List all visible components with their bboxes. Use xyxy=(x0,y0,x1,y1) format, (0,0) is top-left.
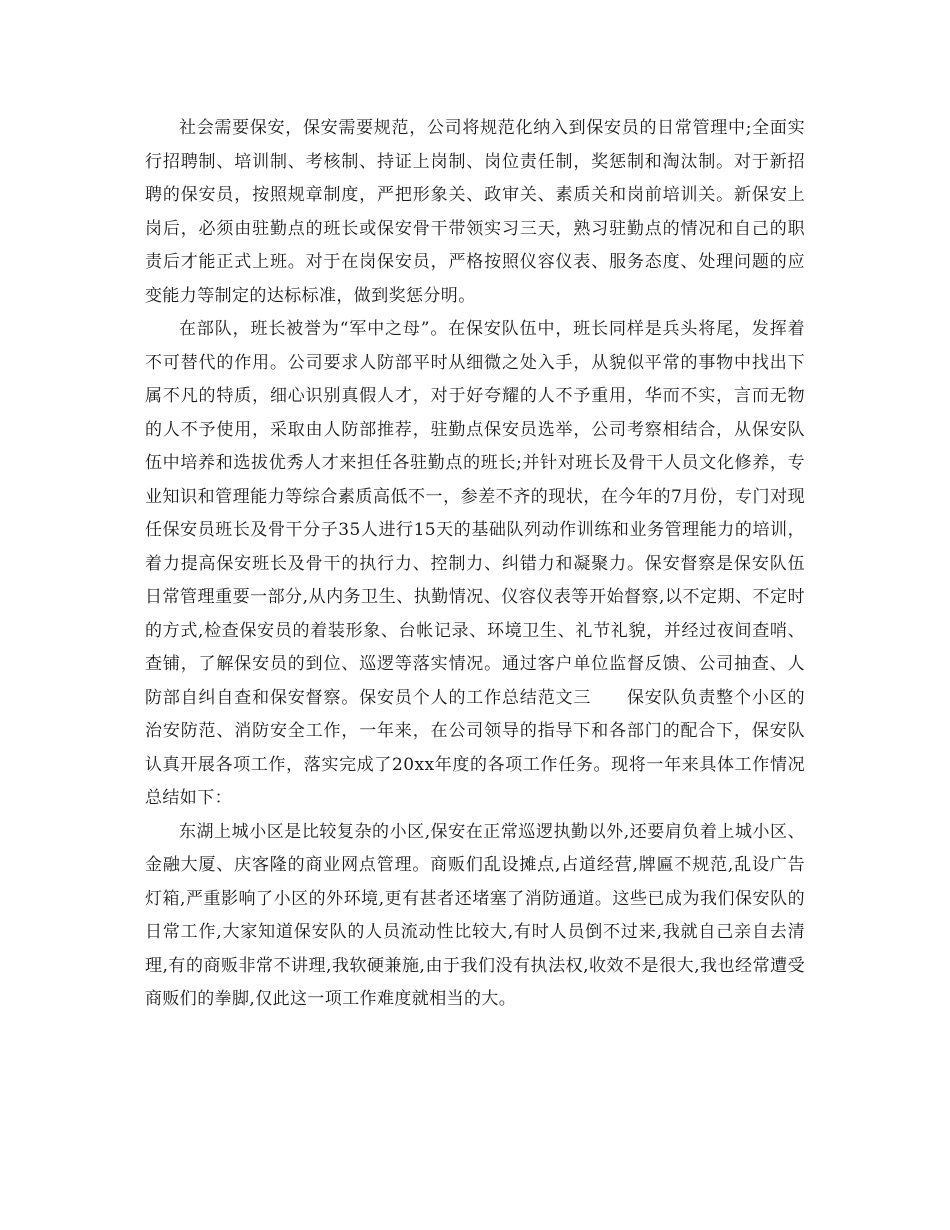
document-body xyxy=(145,112,805,1017)
paragraph-1: 社会需要保安，保安需要规范，公司将规范化纳入到保安员的日常管理中;全面实行招聘制、培训制、考核制、持证上岗制、岗位责任制，奖惩制和淘汰制。对于新招聘的保安员，按照规章制度，严把形象关、政审关、素质关和岗前培训关。新保安上岗后，必须由驻勤点的班长或保安骨干带领实习三天，熟习驻勤点的情况和自己的职责后才能正式上班。对于在岗保安员，严格按照仪容仪表、服务态度、处理问题的应变能力等制定的达标标准，做到奖惩分明。 xyxy=(145,118,805,306)
paragraph-3: 东湖上城小区是比较复杂的小区,保安在正常巡逻执勤以外,还要肩负着上城小区、金融大厦、庆客隆的商业网点管理。商贩们乱设摊点,占道经营,牌匾不规范,乱设广告灯箱,严重影响了小区的外环境,更有甚者还堵塞了消防通道。这些已成为我们保安队的日常工作,大家知道保安队的人员流动性比较大,有时人员倒不过来,我就自己亲自去清理,有的商贩非常不讲理,我软硬兼施,由于我们没有执法权,收效不是很大,我也经常遭受商贩们的拳脚,仅此这一项工作难度就相当的大。 xyxy=(145,821,805,1009)
paragraph-2: 在部队，班长被誉为“军中之母”。在保安队伍中，班长同样是兵头将尾，发挥着不可替代的作用。公司要求人防部平时从细微之处入手，从貌似平常的事物中找出下属不凡的特质，细心识别真假人才，对于好夸耀的人不予重用，华而不实，言而无物的人不予使用，采取由人防部推荐，驻勤点保安员选举，公司考察相结合，从保安队伍中培养和选拔优秀人才来担任各驻勤点的班长;并针对班长及骨干人员文化修养，专业知识和管理能力等综合素质高低不一，参差不齐的现状，在今年的7月份，专门对现任保安员班长及骨干分子35人进行15天的基础队列动作训练和业务管理能力的培训，着力提高保安班长及骨干的执行力、控制力、纠错力和凝聚力。保安督察是保安队伍日常管理重要一部分,从内务卫生、执勤情况、仪容仪表等开始督察,以不定期、不定时的方式,检查保安员的着装形象、台帐记录、环境卫生、礼节礼貌，并经过夜间查哨、查铺，了解保安员的到位、巡逻等落实情况。通过客户单位监督反馈、公司抽查、人防部自纠自查和保安督察。保安员个人的工作总结范文三 保安队负责整个小区的治安防范、消防安全工作，一年来，在公司领导的指导下和各部门的配合下，保安队认真开展各项工作，落实完成了20xx年度的各项工作任务。现将一年来具体工作情况总结如下： xyxy=(145,319,805,808)
